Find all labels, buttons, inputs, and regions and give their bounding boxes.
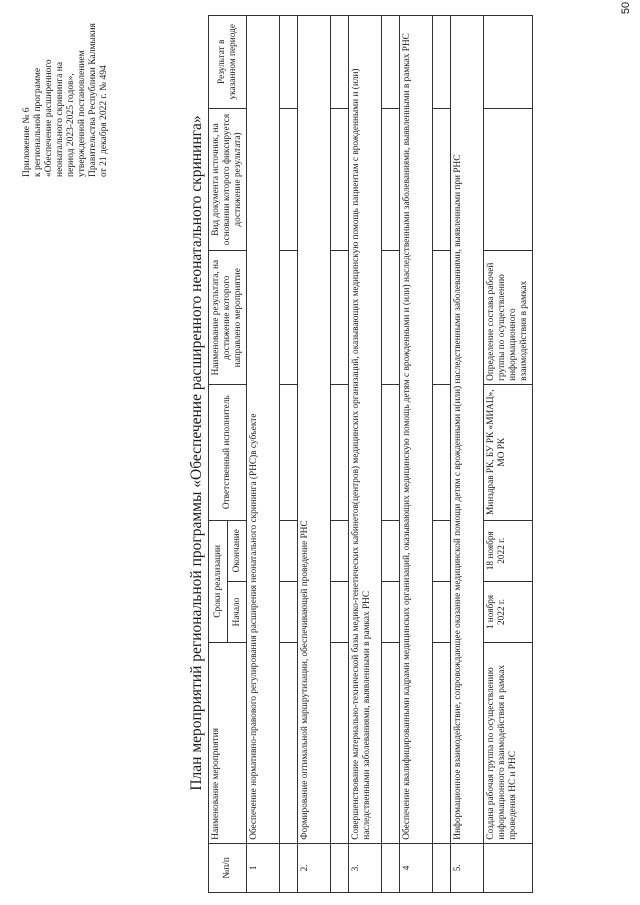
section-text: Обеспечение квалифицированными кадрами медицинских организаций, оказывающих медицинскую помощь детям с врожденными и (или) наследственными заболеваниями, выявленными в рамках РНС	[400, 16, 433, 844]
appendix-line: к региональной программе	[33, 67, 43, 177]
header-responsible: Ответственный исполнитель	[209, 384, 247, 520]
period-outcome	[484, 16, 533, 109]
plan-table	[208, 15, 533, 893]
landscape-sheet	[12, 13, 622, 893]
appendix-line: неонатального скрининга на	[55, 61, 65, 177]
section-text: Информационное взаимодействие, сопровождающее оказание медицинской помощи детям с врожденными и(или) наследственными заболеваниями, выявленными при РНС	[451, 16, 484, 844]
start-date: 1 ноября 2022 г.	[484, 581, 533, 642]
empty-row	[382, 16, 400, 893]
section-row	[400, 16, 433, 893]
header-document: Вид документа источник, на основании которого фиксируется достижение результата)	[209, 108, 247, 251]
empty-row	[433, 16, 451, 893]
header-outcome: Результат в указанном периоде	[209, 16, 247, 109]
document-title: План мероприятий региональной программы «Обеспечение расширенного неонатального скрининга»	[188, 115, 205, 791]
header-end: Окончание	[228, 520, 247, 581]
header-result: Наименование результата, на достижение которого направлено мероприятие	[209, 251, 247, 384]
appendix-note	[22, 7, 110, 177]
section-num: 5.	[451, 843, 484, 892]
section-row	[451, 16, 484, 893]
result-name: Определение состава рабочей группы по осуществлению информационного взаимодействия в рамках	[484, 251, 533, 384]
appendix-line: Приложение № 6	[22, 107, 32, 177]
section-text: Обеспечение нормативно-правового регулирования расширения неонатального скрининга (РНС)в субъекте	[247, 16, 280, 844]
section-num: 3.	[349, 843, 382, 892]
appendix-line: Правительства Республики Калмыкия	[88, 23, 98, 177]
appendix-line: «Обеспечение расширенного	[44, 59, 54, 177]
appendix-line: от 21 декабря 2022 г. № 494	[99, 65, 109, 177]
header-num: №п/п	[209, 843, 247, 892]
activity-name: Создана рабочая группа по осуществлению информационного взаимодействия в рамках проведения НС и РНС	[484, 643, 533, 844]
section-row	[247, 16, 280, 893]
responsible-executor: Минздрав РК, БУ РК «МИАЦ», МО РК	[484, 384, 533, 520]
header-terms: Сроки реализации	[209, 520, 228, 643]
header-name: Наименование мероприятия	[209, 643, 247, 844]
section-num: 1	[247, 843, 280, 892]
section-num: 2.	[298, 843, 331, 892]
empty-row	[331, 16, 349, 893]
section-text: Совершенствование материально-технической базы медико-генетических кабинетов(центров) медицинских организаций, оказывающих медицинскую помощь пациентам с врожденными и (или) наследственными заболеваниями, выявленными в рамках РНС	[349, 16, 382, 844]
appendix-line: утвержденной постановлением	[77, 50, 87, 177]
section-row	[298, 16, 331, 893]
section-row	[349, 16, 382, 893]
empty-row	[280, 16, 298, 893]
end-date: 18 ноября 2022 г.	[484, 520, 533, 581]
header-row	[209, 16, 228, 893]
section-text: Формирование оптимальной маршрутизации, обеспечивающей проведение РНС	[298, 16, 331, 844]
header-start: Начало	[228, 581, 247, 642]
page-number: 50	[619, 1, 632, 15]
appendix-line: период 2023-2025 годов»,	[66, 73, 76, 177]
section-num: 4	[400, 843, 433, 892]
table-row	[484, 16, 533, 893]
document-type	[484, 108, 533, 251]
